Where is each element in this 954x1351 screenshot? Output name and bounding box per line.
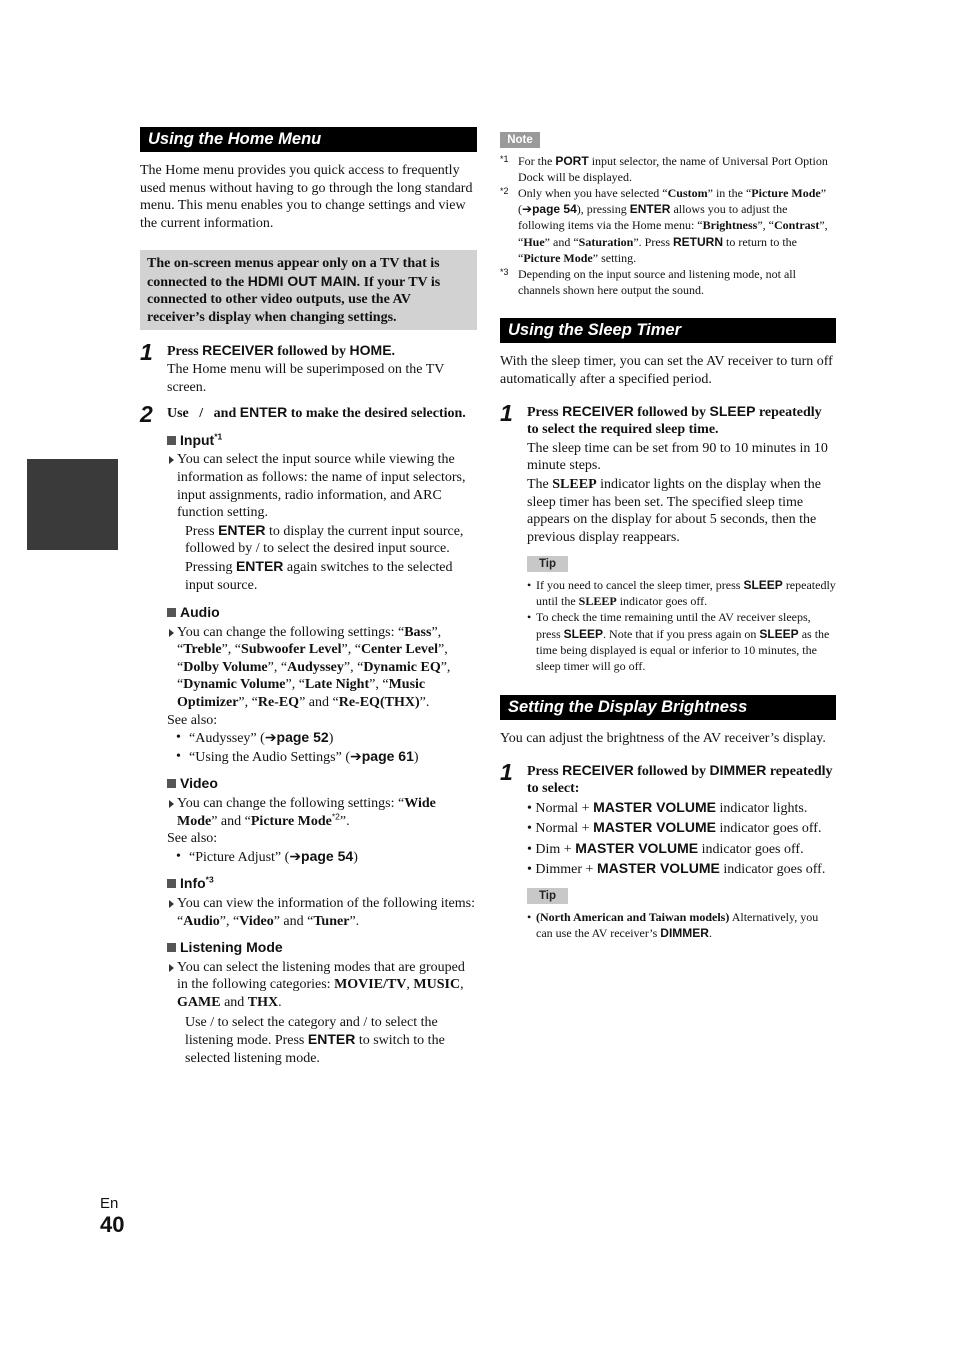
text: ” and “: [211, 813, 251, 829]
text: Audio: [180, 604, 220, 621]
video-heading: [167, 775, 477, 793]
input-instructions: [167, 522, 477, 594]
info-description: [167, 895, 477, 930]
text: Depending on the input source and listening mode, not all channels shown here output the sound.: [518, 267, 796, 298]
text: You can change the following settings: “: [177, 796, 405, 812]
text: ”, “: [221, 642, 242, 658]
see-also-label: See also:: [167, 712, 218, 728]
setting-name: Dynamic EQ: [363, 659, 441, 675]
text: Press: [527, 404, 563, 420]
indicator-name: MASTER VOLUME: [593, 819, 716, 836]
setting-name: Bass: [404, 624, 432, 640]
key-sleep: SLEEP: [563, 626, 604, 641]
setting-name: Audyssey: [287, 659, 344, 675]
category-name: GAME: [177, 994, 221, 1010]
see-also-label: See also:: [167, 831, 218, 847]
see-also-audio-settings[interactable]: [167, 748, 477, 767]
input-description: [167, 451, 477, 521]
footnote-2: [500, 185, 836, 266]
text: ): [328, 731, 334, 747]
notes-block: [500, 131, 836, 298]
indicator-name: MASTER VOLUME: [575, 839, 699, 856]
text: Press: [167, 344, 203, 360]
square-bullet-icon: [167, 879, 176, 888]
brightness-intro: You can adjust the brightness of the AV receiver’s display.: [500, 731, 826, 747]
arrow-bullet-icon: [169, 456, 174, 464]
setting-name: Tuner: [313, 913, 350, 929]
text: ”. Press: [633, 234, 674, 249]
text: ,: [460, 977, 464, 993]
brightness-option: [527, 839, 836, 860]
setting-name: Hue: [523, 234, 545, 249]
page-link[interactable]: page 54: [532, 202, 577, 217]
text: You can view the information of the following items: “: [177, 896, 475, 929]
text: indicator goes off.: [698, 841, 804, 857]
footnote-1: [500, 153, 836, 185]
notice-text-2: . If your TV is connected to other video outputs, use the AV receiver’s display when changing settings.: [147, 274, 441, 325]
setting-name: Picture Mode: [523, 250, 593, 265]
tip-item: [527, 609, 836, 674]
home-step-1: [140, 339, 477, 396]
text: indicator lights on the display when the sleep timer has been set. The specified sleep time appears on the display for about 5 seconds, then the previous display reappears.: [527, 476, 821, 545]
square-bullet-icon: [167, 608, 176, 617]
brightness-option: [527, 818, 836, 839]
sleep-step-1: [500, 399, 836, 675]
footnote-mark: *3: [500, 267, 509, 278]
info-item: [140, 875, 477, 930]
key-enter: ENTER: [307, 1031, 356, 1048]
tip-label: Tip: [527, 888, 568, 904]
setting-name: Re-EQ: [257, 695, 300, 711]
text: ”, “: [177, 642, 448, 675]
text: followed by: [273, 344, 350, 360]
listening-mode-heading: [167, 939, 477, 957]
language-label: En: [100, 1195, 119, 1212]
setting-name: Treble: [183, 642, 222, 658]
text: ” and “: [299, 695, 339, 711]
text: repeatedly until the: [536, 577, 836, 609]
text: You can change the following settings: “: [177, 624, 405, 640]
key-home: HOME: [349, 342, 392, 359]
footnote-ref: *1: [214, 431, 223, 442]
text: To check the time remaining until the AV receiver sleeps, press: [536, 610, 811, 641]
category-name: THX: [247, 994, 279, 1010]
footnote-mark: *1: [500, 153, 509, 164]
display-brightness-section: [500, 695, 836, 941]
footnote-ref: *3: [205, 874, 214, 885]
key-enter: ENTER: [218, 521, 266, 538]
listening-mode-instructions: [167, 1014, 477, 1068]
text: The: [527, 476, 553, 492]
text: ”, “: [267, 659, 288, 675]
notice-hdmi-out: HDMI OUT MAIN: [247, 272, 357, 289]
text: “Picture Adjust” (: [189, 849, 290, 865]
section-heading-home-menu: Using the Home Menu: [140, 127, 477, 152]
text: “Using the Audio Settings” (: [189, 749, 350, 765]
square-bullet-icon: [167, 436, 176, 445]
text: You can select the input source while viewing the information as follows: the name of input selectors, input assignments, radio information, and ARC function setting.: [177, 452, 466, 521]
hdmi-notice-box: [140, 250, 477, 330]
key-receiver: RECEIVER: [202, 342, 274, 359]
text: ”, “: [369, 677, 389, 693]
setting-name: Audio: [183, 913, 220, 929]
text: ” and “: [544, 234, 579, 249]
text: Use: [167, 406, 193, 422]
sleep-intro: With the sleep timer, you can set the AV receiver to turn off automatically after a specified period.: [500, 354, 833, 388]
brightness-options: [527, 798, 836, 880]
tip-item: [527, 909, 836, 941]
bullet: •: [527, 577, 532, 592]
text: indicator goes off.: [715, 821, 822, 837]
key-dimmer: DIMMER: [709, 761, 767, 778]
setting-name: Saturation: [578, 234, 634, 249]
arrow-right-icon: ➔: [350, 747, 362, 764]
audio-heading: [167, 604, 477, 622]
text: ”, “: [285, 677, 305, 693]
text: ”, “: [219, 913, 240, 929]
text: .: [278, 994, 282, 1010]
text: followed by: [633, 763, 710, 779]
tip-list: [527, 577, 836, 674]
key-enter: ENTER: [239, 404, 288, 421]
audio-item: [140, 604, 477, 766]
step-title: [527, 762, 836, 798]
text: ”, “: [177, 624, 442, 658]
step-number: 1: [500, 758, 513, 785]
text: • Normal +: [527, 800, 594, 816]
text: ” and “: [273, 913, 314, 929]
sleep-indicator-text: [527, 476, 836, 546]
text: ”, “: [177, 659, 451, 693]
input-heading: [167, 432, 477, 450]
key-return: RETURN: [673, 234, 724, 249]
bullet: •: [176, 730, 181, 746]
text: followed by: [633, 404, 710, 420]
text: ”.: [419, 695, 430, 711]
footnotes: [500, 153, 836, 299]
sleep-timer-section: [500, 318, 836, 674]
arrow-right-icon: ➔: [522, 202, 533, 217]
setting-name: Brightness: [702, 218, 758, 233]
step-number: 2: [140, 401, 153, 428]
bullet: •: [527, 909, 532, 924]
text: indicator lights.: [715, 800, 808, 816]
setting-name: Center Level: [360, 642, 439, 658]
text: • Dim +: [527, 841, 576, 857]
key-enter: ENTER: [235, 557, 284, 574]
note-label: Note: [500, 132, 540, 148]
footnote-3: [500, 266, 836, 298]
category-name: MOVIE/TV: [334, 977, 407, 993]
tip-item: [527, 577, 836, 609]
text: ”, “: [343, 659, 364, 675]
key-sleep: SLEEP: [743, 577, 783, 592]
category-name: MUSIC: [413, 977, 461, 993]
tip-list: [527, 909, 836, 941]
brightness-tip: [527, 887, 836, 941]
text: Only when you have selected “: [518, 186, 668, 200]
arrow-bullet-icon: [169, 629, 174, 637]
arrow-bullet-icon: [169, 800, 174, 808]
arrow-keys: /: [192, 406, 211, 422]
audio-description: [167, 624, 477, 712]
setting-name: Music Optimizer: [177, 677, 426, 711]
text: to display the current input source, followed by / to select the desired input source. Pressing: [185, 523, 464, 575]
brightness-step-1: [500, 758, 836, 941]
text: Info: [180, 875, 206, 892]
text: ” (: [518, 186, 827, 217]
text: .: [391, 344, 396, 360]
setting-name: Dynamic Volume: [183, 677, 286, 693]
footnote-mark: *2: [500, 186, 509, 196]
bullet: •: [527, 610, 532, 625]
input-item: [140, 432, 477, 594]
section-heading-sleep-timer: Using the Sleep Timer: [500, 318, 836, 343]
text: “Audyssey” (: [189, 731, 265, 747]
key-dimmer: DIMMER: [660, 925, 709, 940]
info-heading: [167, 875, 477, 893]
text: If you need to cancel the sleep timer, press: [536, 577, 744, 592]
page-number: 40: [100, 1212, 125, 1237]
text: as the time being displayed is equal or inferior to 10 minutes, the sleep timer will go off.: [536, 626, 830, 673]
video-description: [167, 795, 477, 830]
step-number: 1: [140, 339, 153, 366]
text: ”, “: [238, 695, 258, 711]
text: ”, “: [518, 218, 828, 249]
text: Press: [527, 763, 563, 779]
text: again switches to the selected input source.: [185, 559, 453, 593]
side-tab-marker: [27, 459, 118, 550]
text: to switch to the selected listening mode.: [185, 1033, 445, 1066]
text: Press: [185, 523, 219, 539]
text: ”.: [349, 913, 360, 929]
text: ”, “: [757, 218, 774, 233]
arrow-bullet-icon: [169, 900, 174, 908]
page-link[interactable]: page 54: [301, 847, 354, 864]
square-bullet-icon: [167, 779, 176, 788]
right-column: [500, 131, 836, 941]
brightness-option: [527, 798, 836, 819]
home-menu-intro: The Home menu provides you quick access to frequently used menus without having to go through the long standard menu. This menu enables you to change settings and view the current information.: [140, 163, 473, 231]
setting-name: Wide Mode: [177, 796, 436, 829]
step-title: [167, 342, 477, 361]
home-step-2: [140, 401, 477, 428]
arrow-bullet-icon: [169, 964, 174, 972]
page-link[interactable]: page 52: [276, 729, 329, 746]
step-body: The Home menu will be superimposed on the TV screen.: [167, 361, 445, 395]
key-receiver: RECEIVER: [562, 761, 634, 778]
indicator-name: SLEEP: [578, 594, 617, 609]
text: ), pressing: [576, 202, 630, 217]
indicator-name: MASTER VOLUME: [593, 798, 716, 815]
page-link[interactable]: page 61: [361, 747, 414, 764]
setting-name: Dolby Volume: [183, 659, 268, 675]
text: ”, “: [341, 642, 361, 658]
listening-mode-item: [140, 939, 477, 1067]
text: indicator goes off.: [616, 594, 708, 609]
footnote-ref: *2: [331, 810, 340, 821]
setting-name: Contrast: [773, 218, 820, 233]
text: Alternatively, you can use the AV receiver’s: [536, 909, 819, 940]
setting-name: Late Night: [304, 677, 370, 693]
setting-name: Custom: [667, 186, 708, 200]
arrow-right-icon: ➔: [264, 729, 277, 746]
text: ): [413, 749, 419, 765]
step-title: [527, 403, 836, 439]
square-bullet-icon: [167, 943, 176, 952]
text: For the: [518, 153, 556, 168]
section-heading-display-brightness: Setting the Display Brightness: [500, 695, 836, 720]
text: repeatedly to select:: [527, 763, 833, 797]
text: indicator goes off.: [719, 862, 826, 878]
setting-name: Video: [239, 913, 274, 929]
text: ” in the “: [707, 186, 752, 200]
key-sleep: SLEEP: [709, 402, 756, 419]
home-menu-section: [140, 127, 477, 1067]
text: You can select the listening modes that are grouped in the following categories:: [177, 959, 465, 993]
text: repeatedly to select the required sleep time.: [527, 404, 822, 438]
key-port: PORT: [555, 153, 589, 168]
text: allows you to adjust the following items via the Home menu: “: [518, 202, 788, 233]
arrow-right-icon: ➔: [289, 847, 302, 864]
models-note: (North American and Taiwan models): [536, 909, 730, 924]
setting-name: Subwoofer Level: [241, 642, 342, 658]
setting-name: Re-EQ(THX): [338, 695, 420, 711]
tip-label: Tip: [527, 556, 568, 572]
setting-name: Picture Mode: [751, 186, 821, 200]
text: ): [353, 849, 358, 865]
text: to make the desired selection.: [287, 406, 466, 422]
text: Input: [180, 431, 215, 448]
page-footer: [100, 1195, 124, 1237]
listening-mode-description: [167, 959, 477, 1012]
key-enter: ENTER: [629, 202, 671, 217]
key-sleep: SLEEP: [759, 626, 799, 641]
sleep-range-text: The sleep time can be set from 90 to 10 minutes in 10 minute steps.: [527, 440, 828, 474]
bullet: •: [176, 748, 181, 764]
text: .: [708, 925, 712, 940]
setting-name: Picture Mode: [250, 813, 332, 829]
brightness-option: [527, 859, 836, 880]
notice-text: The on-screen menus appear only on a TV that is connected to the: [147, 256, 440, 290]
text: Video: [180, 775, 218, 792]
step-title: [167, 404, 477, 423]
text: and: [210, 406, 240, 422]
key-receiver: RECEIVER: [562, 402, 634, 419]
sleep-tip: [527, 555, 836, 674]
text: and: [220, 994, 248, 1010]
text: ” setting.: [592, 250, 637, 265]
video-item: [140, 775, 477, 866]
text: ”.: [339, 813, 350, 829]
text: to return to the “: [518, 234, 797, 265]
text: • Normal +: [527, 821, 594, 837]
bullet: •: [176, 848, 181, 864]
text: input selector, the name of Universal Port Option Dock will be displayed.: [518, 153, 828, 184]
text: Use / to select the category and / to select the listening mode. Press: [185, 1014, 438, 1049]
indicator-name: MASTER VOLUME: [596, 860, 720, 877]
text: Listening Mode: [180, 939, 283, 956]
see-also-picture-adjust[interactable]: [167, 848, 477, 867]
indicator-name: SLEEP: [552, 476, 597, 492]
see-also-audyssey[interactable]: [167, 729, 477, 748]
step-number: 1: [500, 399, 513, 426]
text: ,: [406, 977, 414, 993]
text: • Dimmer +: [527, 862, 597, 878]
text: . Note that if you press again on: [603, 626, 760, 641]
